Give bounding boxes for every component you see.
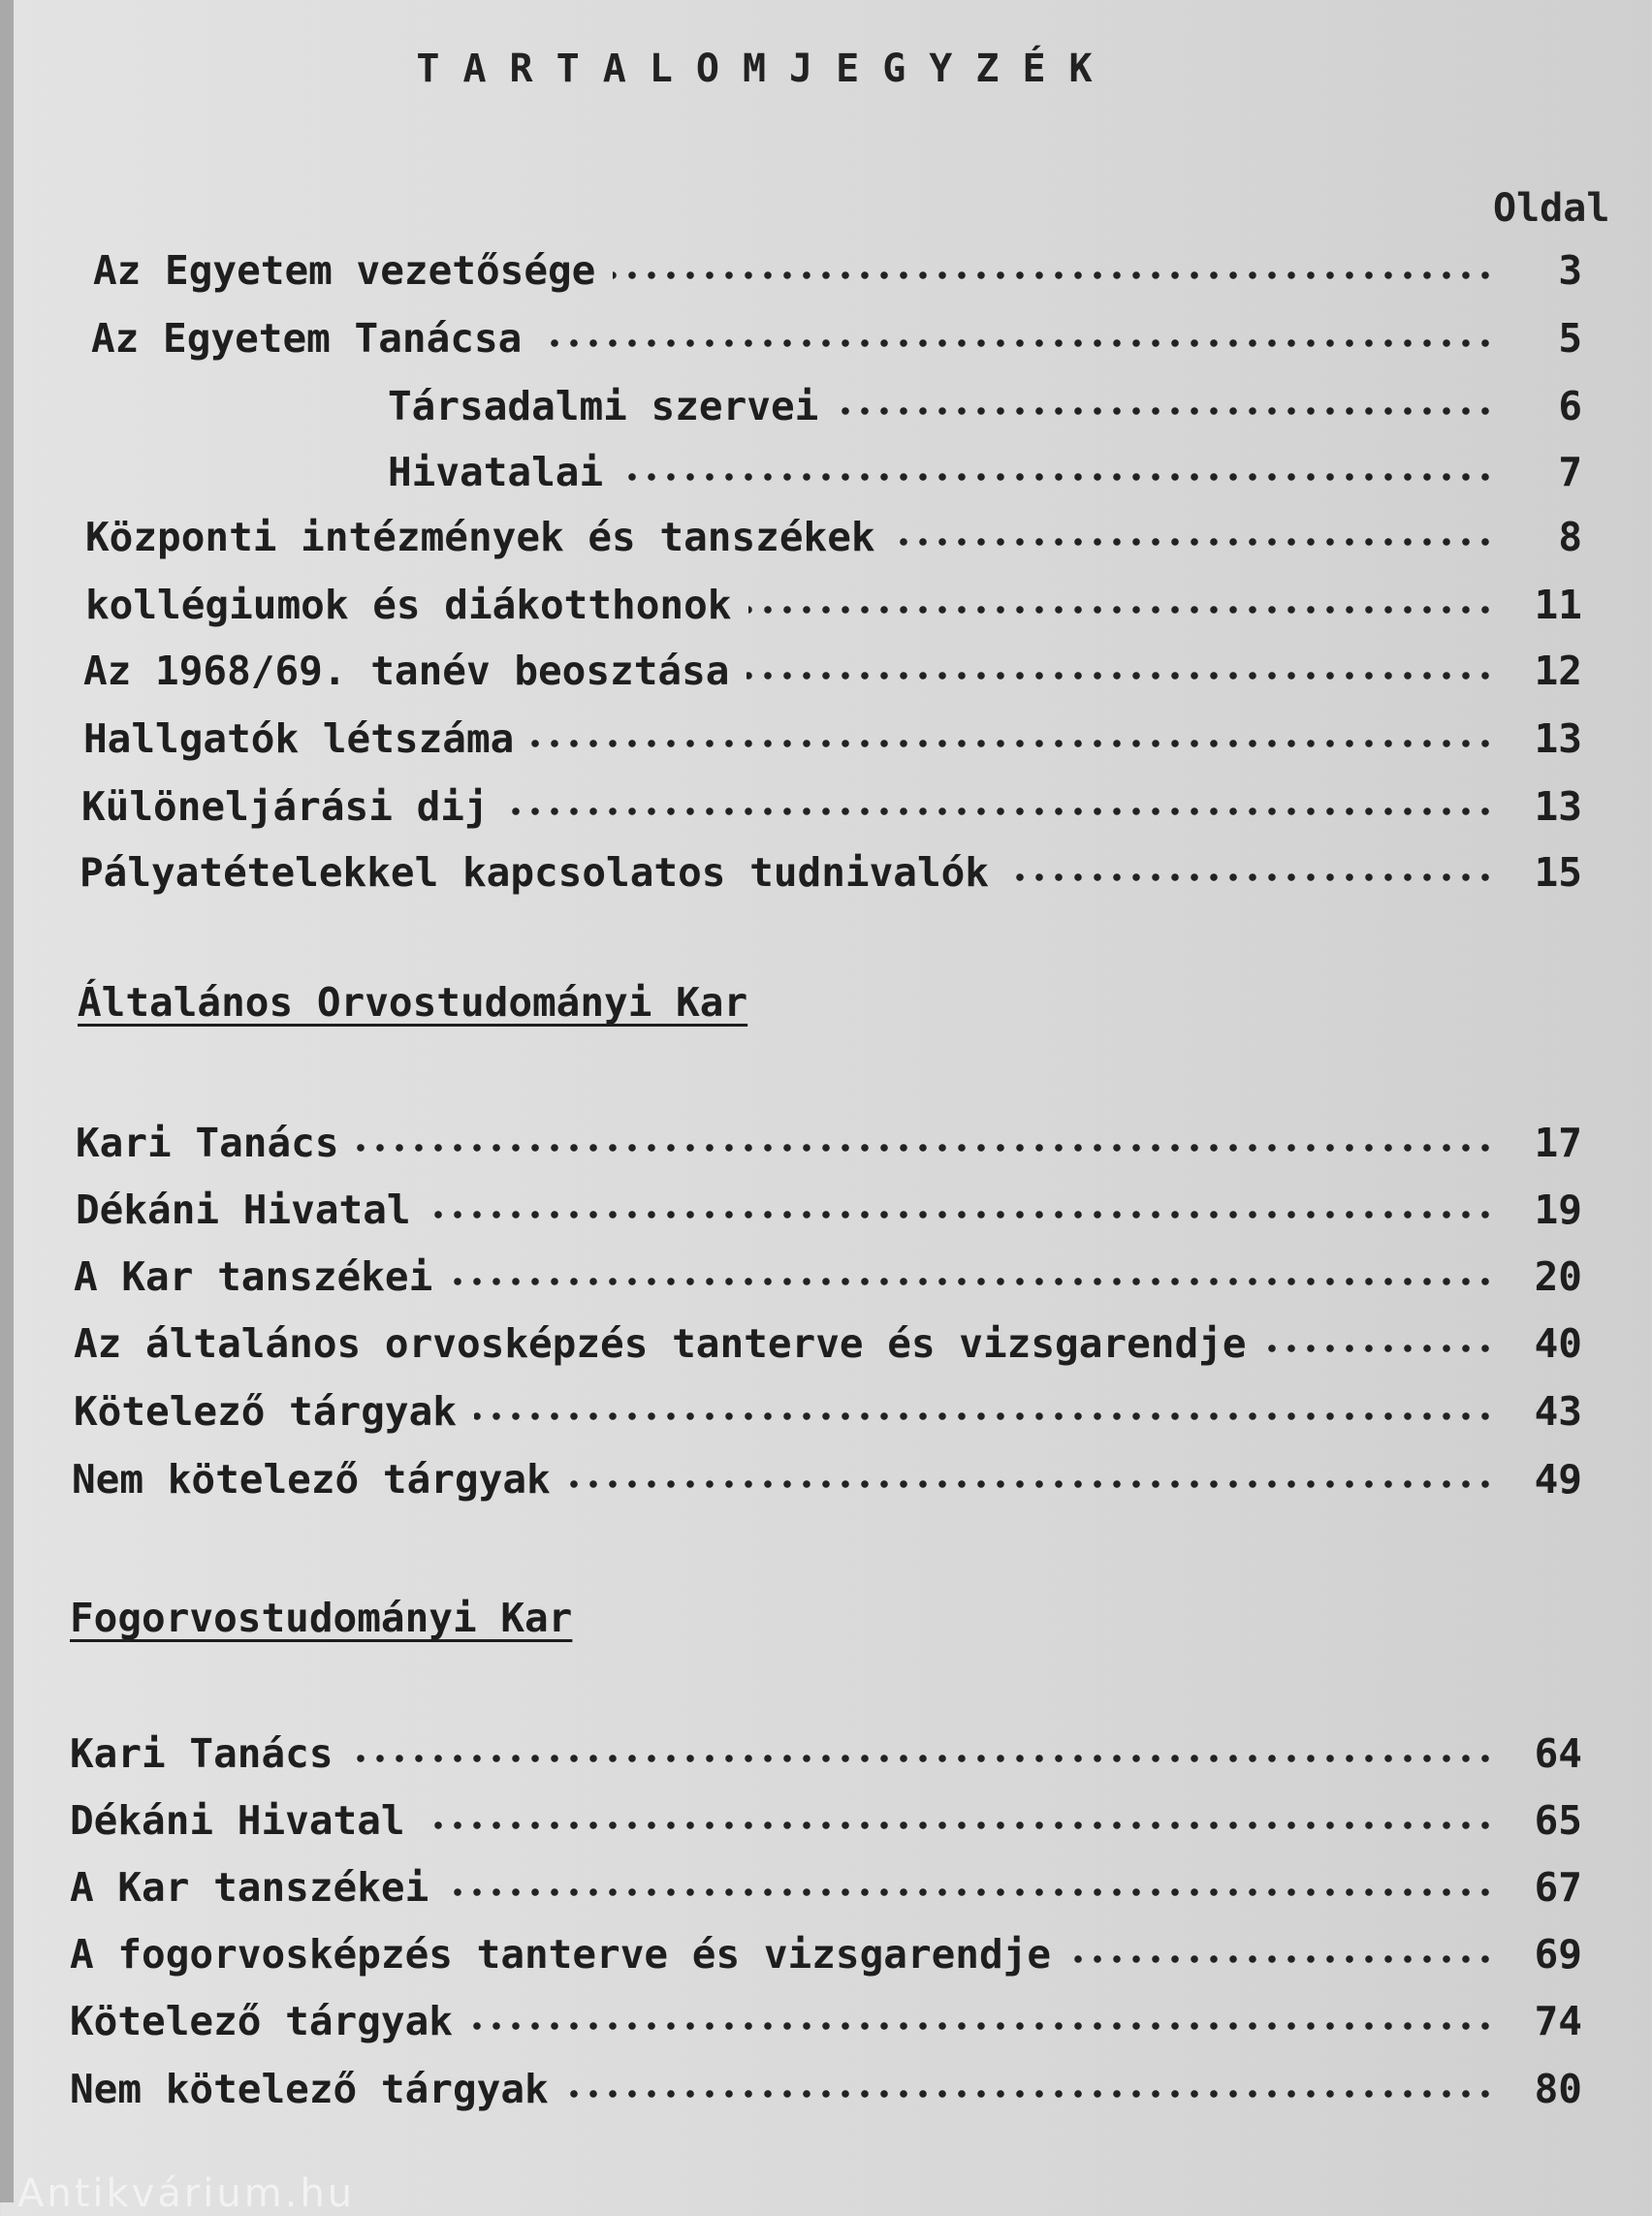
toc-row	[0, 449, 1652, 507]
toc-page-number: 12	[1534, 648, 1582, 694]
toc-page-number: 40	[1534, 1320, 1582, 1367]
toc-row	[0, 1456, 1652, 1514]
toc-page-number: 13	[1534, 715, 1582, 762]
toc-entry-label: A Kar tanszékei	[74, 1253, 433, 1300]
dot-leader	[450, 1277, 1495, 1286]
toc-page-number: 19	[1534, 1187, 1582, 1233]
toc-page-number: 20	[1534, 1253, 1582, 1300]
toc-entry-label: Dékáni Hivatal	[76, 1187, 411, 1233]
toc-page-number: 15	[1534, 849, 1582, 896]
toc-row	[0, 1253, 1652, 1312]
dot-leader	[568, 1479, 1495, 1489]
toc-page-number: 3	[1558, 247, 1582, 294]
toc-row	[0, 582, 1652, 640]
toc-page-number: 49	[1534, 1456, 1582, 1503]
toc-row	[0, 1931, 1652, 1989]
toc-entry-label: Hallgatók létszáma	[83, 715, 515, 762]
toc-entry-label: kollégiumok és diákotthonok	[85, 582, 732, 628]
page-title: TARTALOMJEGYZÉK	[416, 47, 1116, 91]
dot-leader	[620, 472, 1495, 482]
toc-row	[0, 1864, 1652, 1922]
toc-entry-label: Az Egyetem vezetősége	[93, 247, 596, 294]
section-heading: Általános Orvostudományi Kar	[78, 979, 748, 1026]
toc-page-number: 64	[1534, 1730, 1582, 1777]
toc-row	[0, 247, 1652, 305]
toc-row	[0, 783, 1652, 841]
dot-leader	[429, 1210, 1495, 1219]
section-heading: Fogorvostudományi Kar	[70, 1595, 573, 1641]
dot-leader	[470, 2021, 1495, 2031]
dot-leader	[748, 605, 1495, 615]
dot-leader	[506, 807, 1495, 816]
toc-row	[0, 1797, 1652, 1855]
toc-page-number: 80	[1534, 2066, 1582, 2112]
page-column-header: Oldal	[1493, 186, 1610, 231]
toc-row	[0, 849, 1652, 907]
toc-entry-label: A Kar tanszékei	[70, 1864, 429, 1911]
toc-entry-label: Pályatételekkel kapcsolatos tudnivalók	[79, 849, 989, 896]
toc-page-number: 67	[1534, 1864, 1582, 1911]
toc-page-number: 43	[1534, 1388, 1582, 1435]
toc-entry-label: A fogorvosképzés tanterve és vizsgarendje	[70, 1931, 1052, 1978]
toc-entry-label: Nem kötelező tárgyak	[70, 2066, 549, 2112]
dot-leader	[613, 270, 1495, 280]
toc-entry-label: Különeljárási dij	[81, 783, 489, 830]
toc-row	[0, 1388, 1652, 1446]
toc-page-number: 6	[1558, 383, 1582, 429]
dot-leader	[423, 1820, 1495, 1830]
dot-leader	[446, 1887, 1495, 1897]
toc-page-number: 7	[1558, 449, 1582, 495]
dot-leader	[893, 537, 1495, 547]
toc-page-number: 69	[1534, 1931, 1582, 1978]
toc-row	[0, 648, 1652, 706]
dot-leader	[1264, 1344, 1495, 1353]
toc-row	[0, 1320, 1652, 1378]
toc-entry-label: Az 1968/69. tanév beosztása	[83, 648, 730, 694]
toc-entry-label: Kari Tanács	[76, 1120, 339, 1166]
watermark: Antikvárium.hu	[17, 2171, 356, 2216]
toc-row	[0, 383, 1652, 441]
toc-row	[0, 715, 1652, 774]
dot-leader	[531, 739, 1495, 748]
toc-entry-label: Az Egyetem Tanácsa	[91, 315, 523, 362]
toc-row	[0, 1120, 1652, 1178]
toc-entry-label: Hivatalai	[388, 449, 604, 495]
toc-row	[0, 1730, 1652, 1789]
toc-entry-label: Társadalmi szervei	[388, 383, 819, 429]
dot-leader	[474, 1411, 1495, 1421]
toc-page-number: 13	[1534, 783, 1582, 830]
dot-leader	[836, 406, 1495, 416]
toc-entry-label: Kari Tanács	[70, 1730, 334, 1777]
toc-page-number: 11	[1534, 582, 1582, 628]
dot-leader	[1068, 1954, 1495, 1964]
toc-page-number: 65	[1534, 1797, 1582, 1844]
toc-row	[0, 1998, 1652, 2056]
toc-row	[0, 315, 1652, 373]
toc-entry-label: Az általános orvosképzés tanterve és vizsgarendje	[74, 1320, 1247, 1367]
toc-row	[0, 514, 1652, 572]
toc-entry-label: Kötelező tárgyak	[70, 1998, 453, 2044]
dot-leader	[1006, 872, 1495, 882]
toc-entry-label: Nem kötelező tárgyak	[72, 1456, 551, 1503]
toc-entry-label: Központi intézmények és tanszékek	[85, 514, 875, 560]
toc-row	[0, 1187, 1652, 1245]
toc-page-number: 5	[1558, 315, 1582, 362]
toc-page-number: 8	[1558, 514, 1582, 560]
toc-page-number: 17	[1534, 1120, 1582, 1166]
toc-entry-label: Dékáni Hivatal	[70, 1797, 405, 1844]
dot-leader	[539, 338, 1495, 348]
toc-entry-label: Kötelező tárgyak	[74, 1388, 457, 1435]
dot-leader	[351, 1754, 1495, 1763]
dot-leader	[566, 2089, 1495, 2099]
toc-page-number: 74	[1534, 1998, 1582, 2044]
toc-row	[0, 2066, 1652, 2124]
dot-leader	[747, 671, 1495, 681]
dot-leader	[357, 1143, 1495, 1153]
